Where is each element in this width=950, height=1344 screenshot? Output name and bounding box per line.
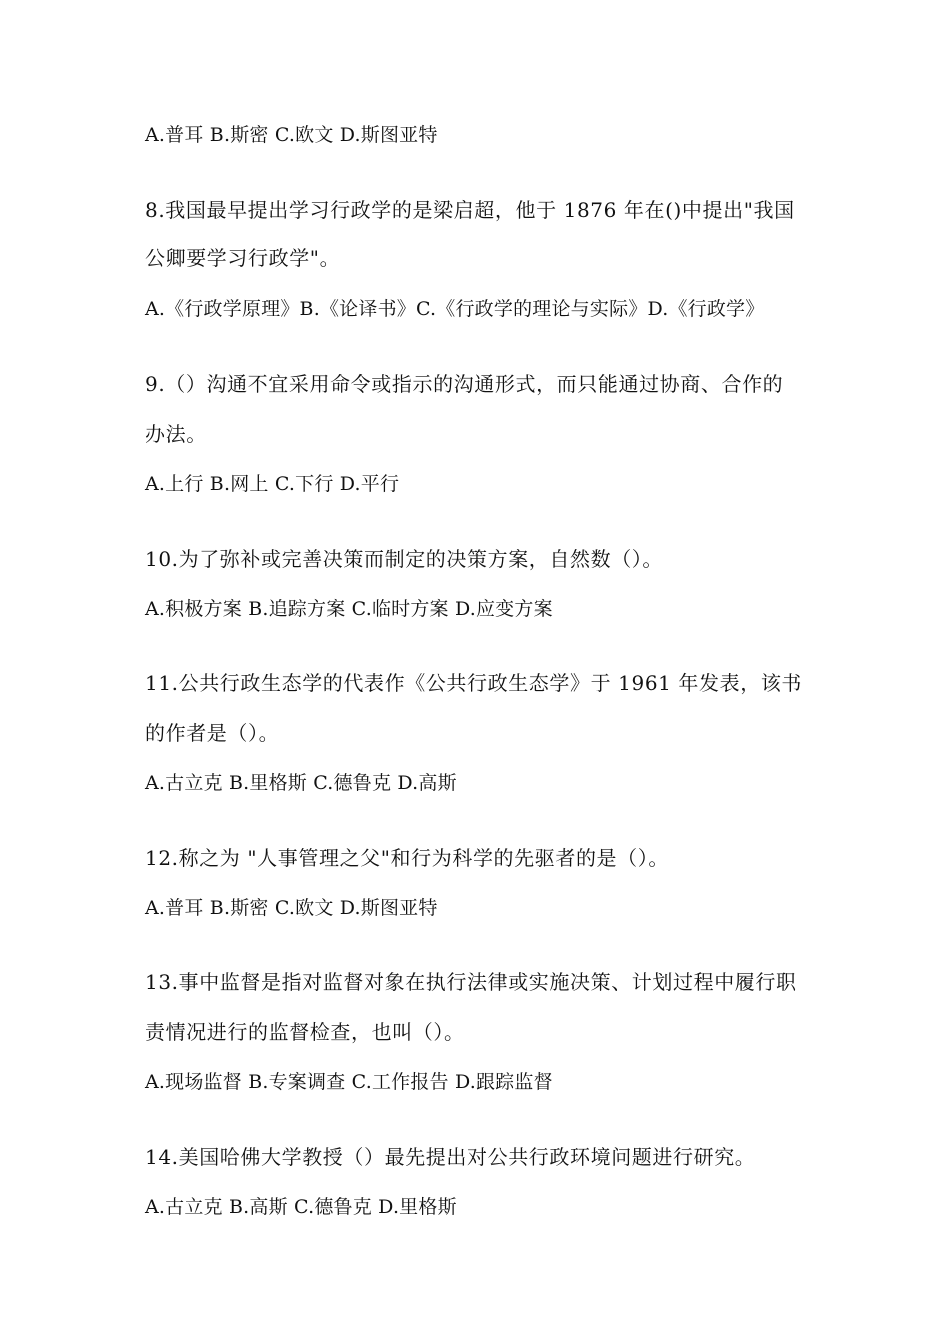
q12-text-line1: 12.称之为 "人事管理之父"和行为科学的先驱者的是（）。	[145, 846, 669, 870]
q7-options: A.普耳 B.斯密 C.欧文 D.斯图亚特	[145, 124, 438, 146]
q13-text-line2: 责情况进行的监督检查，也叫（）。	[145, 1020, 465, 1044]
q11-options: A.古立克 B.里格斯 C.德鲁克 D.高斯	[145, 772, 457, 794]
q11-text-line1: 11.公共行政生态学的代表作《公共行政生态学》于 1961 年发表，该书	[145, 671, 803, 695]
q13-text-line1: 13.事中监督是指对监督对象在执行法律或实施决策、计划过程中履行职	[145, 970, 797, 994]
q8-options: A.《行政学原理》B.《论译书》C.《行政学的理论与实际》D.《行政学》	[145, 298, 765, 320]
q14-text-line1: 14.美国哈佛大学教授（）最先提出对公共行政环境问题进行研究。	[145, 1145, 756, 1169]
q9-text-line1: 9.（）沟通不宜采用命令或指示的沟通形式，而只能通过协商、合作的	[145, 372, 784, 396]
q9-options: A.上行 B.网上 C.下行 D.平行	[145, 473, 400, 495]
q10-text-line1: 10.为了弥补或完善决策而制定的决策方案，自然数（）。	[145, 547, 664, 571]
q10-options: A.积极方案 B.追踪方案 C.临时方案 D.应变方案	[145, 598, 553, 620]
q8-text-line2: 公卿要学习行政学"。	[145, 246, 341, 270]
q12-options: A.普耳 B.斯密 C.欧文 D.斯图亚特	[145, 897, 438, 919]
q9-text-line2: 办法。	[145, 422, 207, 446]
q13-options: A.现场监督 B.专案调查 C.工作报告 D.跟踪监督	[145, 1071, 553, 1093]
q8-text-line1: 8.我国最早提出学习行政学的是梁启超，他于 1876 年在()中提出"我国	[145, 198, 795, 222]
q11-text-line2: 的作者是（）。	[145, 721, 280, 745]
q14-options: A.古立克 B.高斯 C.德鲁克 D.里格斯	[145, 1196, 457, 1218]
